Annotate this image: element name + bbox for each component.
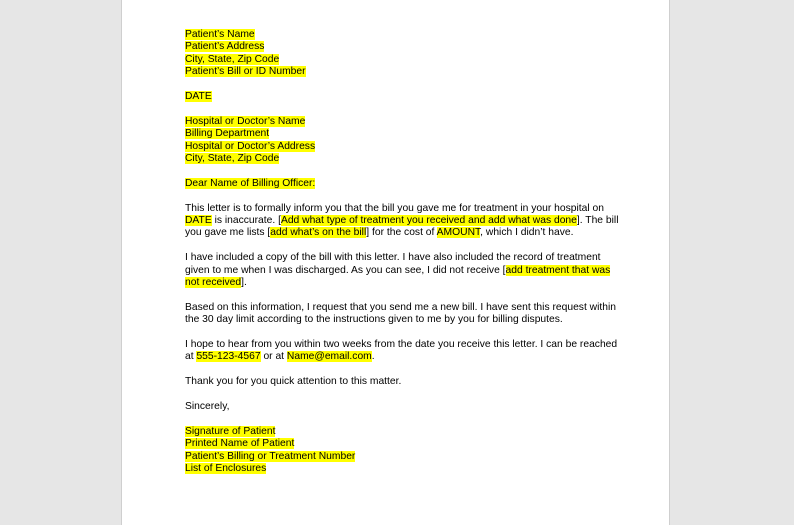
signature-placeholder: Signature of Patient [185, 425, 276, 437]
patient-block [185, 29, 625, 79]
paragraph-1: This letter is to formally inform you that the bill you gave me for treatment in your hospital on DATE is inaccurate. [Add what type of treatment you received and add what was done]. The bill you gave me lists [add what’s on the bill] for the cost of AMOUNT, which I didn’t have. [185, 202, 619, 239]
treatment-placeholder: Add what type of treatment you received and add what was done [280, 215, 577, 227]
amount-placeholder: AMOUNT [436, 227, 481, 239]
recipient-city-state-zip: City, State, Zip Code [185, 153, 280, 165]
patient-city-state-zip: City, State, Zip Code [185, 53, 280, 65]
billing-number-placeholder: Patient’s Billing or Treatment Number [185, 450, 356, 462]
bill-items-placeholder: add what’s on the bill [270, 227, 367, 239]
paragraph-2: I have included a copy of the bill with this letter. I have also included the record of treatment given to me when I was discharged. As you can see, I did not receive [add treatment that was not received]. [185, 252, 611, 289]
salutation: Dear Name of Billing Officer: [185, 177, 316, 189]
not-received-placeholder: add treatment that was not received [185, 264, 611, 289]
enclosures-placeholder: List of Enclosures [185, 463, 267, 475]
phone-placeholder: 555-123-4567 [196, 351, 261, 363]
recipient-name: Hospital or Doctor’s Name [185, 115, 306, 127]
patient-name: Patient’s Name [185, 29, 255, 40]
printed-name-placeholder: Printed Name of Patient [185, 438, 295, 450]
signature-block [185, 426, 625, 476]
patient-address: Patient’s Address [185, 41, 265, 53]
patient-bill-id: Patient’s Bill or ID Number [185, 66, 306, 78]
recipient-dept: Billing Department [185, 128, 270, 140]
recipient-address: Hospital or Doctor’s Address [185, 140, 316, 152]
email-placeholder: Name@email.com [286, 351, 372, 363]
letter-body [185, 29, 625, 475]
paragraph-5: Thank you for you quick attention to this matter. [185, 376, 402, 388]
letter-date: DATE [185, 91, 212, 103]
paragraph-4: I hope to hear from you within two weeks from the date you receive this letter. I can be reached at 555-123-4567 or at Name@email.com. [185, 339, 618, 363]
closing: Sincerely, [185, 401, 230, 413]
inline-date: DATE [185, 215, 212, 227]
paragraph-3: Based on this information, I request that you send me a new bill. I have sent this request within the 30 day limit according to the instructions given to me by you for billing disputes. [185, 301, 616, 326]
recipient-block [185, 116, 625, 166]
